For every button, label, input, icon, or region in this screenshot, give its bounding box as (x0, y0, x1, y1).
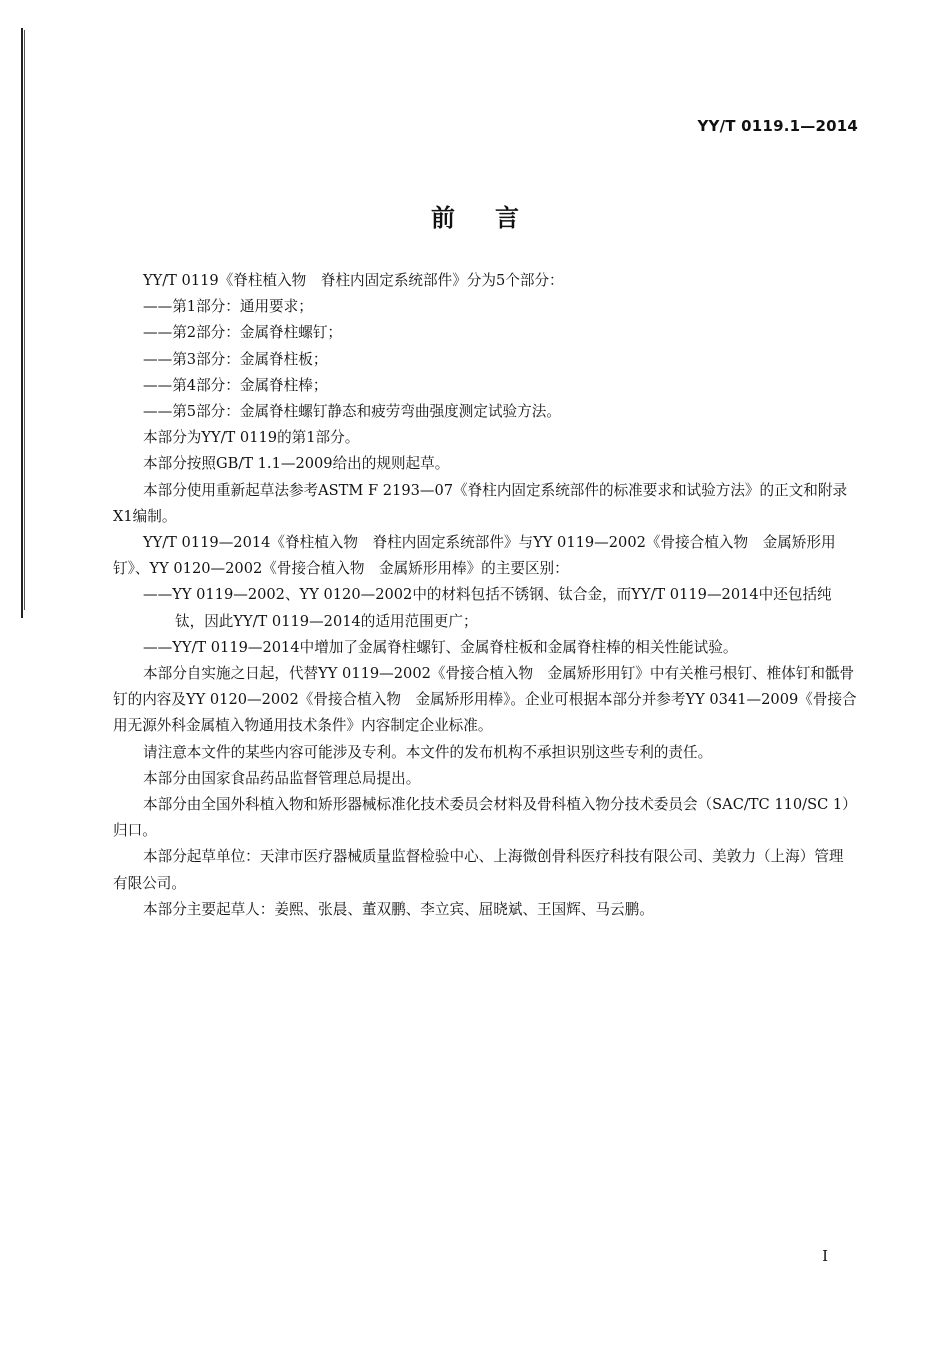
paragraph-patent-notice: 请注意本文件的某些内容可能涉及专利。本文件的发布机构不承担识别这些专利的责任。 (143, 743, 713, 761)
list-item-part-2: ——第2部分：金属脊柱螺钉； (143, 324, 343, 342)
list-item-part-4: ——第4部分：金属脊柱棒； (143, 376, 328, 394)
paragraph-drafters: 本部分主要起草人：姜熙、张晨、董双鹏、李立宾、屈晓斌、王国辉、马云鹏。 (143, 900, 654, 918)
foreword-body (113, 268, 858, 923)
list-item-part-5: ——第5部分：金属脊柱螺钉静态和疲劳弯曲强度测定试验方法。 (143, 403, 561, 421)
paragraph-drafting-units: 本部分起草单位：天津市医疗器械质量监督检验中心、上海微创骨科医疗科技有限公司、美敦力（上海）管理有限公司。 (113, 848, 844, 892)
paragraph-replacement: 本部分自实施之日起，代替YY 0119—2002《骨接合植入物 金属矫形用钉》中有关椎弓根钉、椎体钉和骶骨钉的内容及YY 0120—2002《骨接合植入物 金属矫形用棒》。企业可根据本部分并参考YY 0341—2009《骨接合用无源外科金属植入物通用技术条件》内容制定企业标准。 (113, 665, 857, 735)
paragraph-main-differences: YY/T 0119—2014《脊柱植入物 脊柱内固定系统部件》与YY 0119—2002《骨接合植入物 金属矫形用钉》、YY 0120—2002《骨接合植入物 金属矫形用棒》的主要区别： (113, 534, 836, 578)
binding-edge-line (21, 28, 23, 618)
paragraph-proposed-by: 本部分由国家食品药品监督管理总局提出。 (143, 769, 421, 787)
paragraph-reference-standard: 本部分使用重新起草法参考ASTM F 2193—07《脊柱内固定系统部件的标准要求和试验方法》的正文和附录X1编制。 (113, 481, 848, 525)
binding-edge-line-inner (24, 30, 25, 610)
standard-number: YY/T 0119.1—2014 (697, 117, 858, 135)
list-item-difference-1: ——YY 0119—2002、YY 0120—2002中的材料包括不锈钢、钛合金，而YY/T 0119—2014中还包括纯钛，因此YY/T 0119—2014的适用范围更广； (143, 586, 832, 630)
page-title: 前言 (431, 204, 559, 232)
list-item-part-1: ——第1部分：通用要求； (143, 298, 313, 316)
list-item-difference-2: ——YY/T 0119—2014中增加了金属脊柱螺钉、金属脊柱板和金属脊柱棒的相关性能试验。 (143, 638, 738, 656)
paragraph-parts-intro: YY/T 0119《脊柱植入物 脊柱内固定系统部件》分为5个部分： (143, 272, 564, 289)
paragraph-this-part: 本部分为YY/T 0119的第1部分。 (143, 429, 360, 447)
paragraph-under-jurisdiction: 本部分由全国外科植入物和矫形器械标准化技术委员会材料及骨科植入物分技术委员会（SAC/TC 110/SC 1）归口。 (113, 796, 857, 840)
page-number: I (822, 1247, 828, 1265)
paragraph-drafting-rules: 本部分按照GB/T 1.1—2009给出的规则起草。 (143, 455, 450, 473)
list-item-part-3: ——第3部分：金属脊柱板； (143, 350, 328, 368)
